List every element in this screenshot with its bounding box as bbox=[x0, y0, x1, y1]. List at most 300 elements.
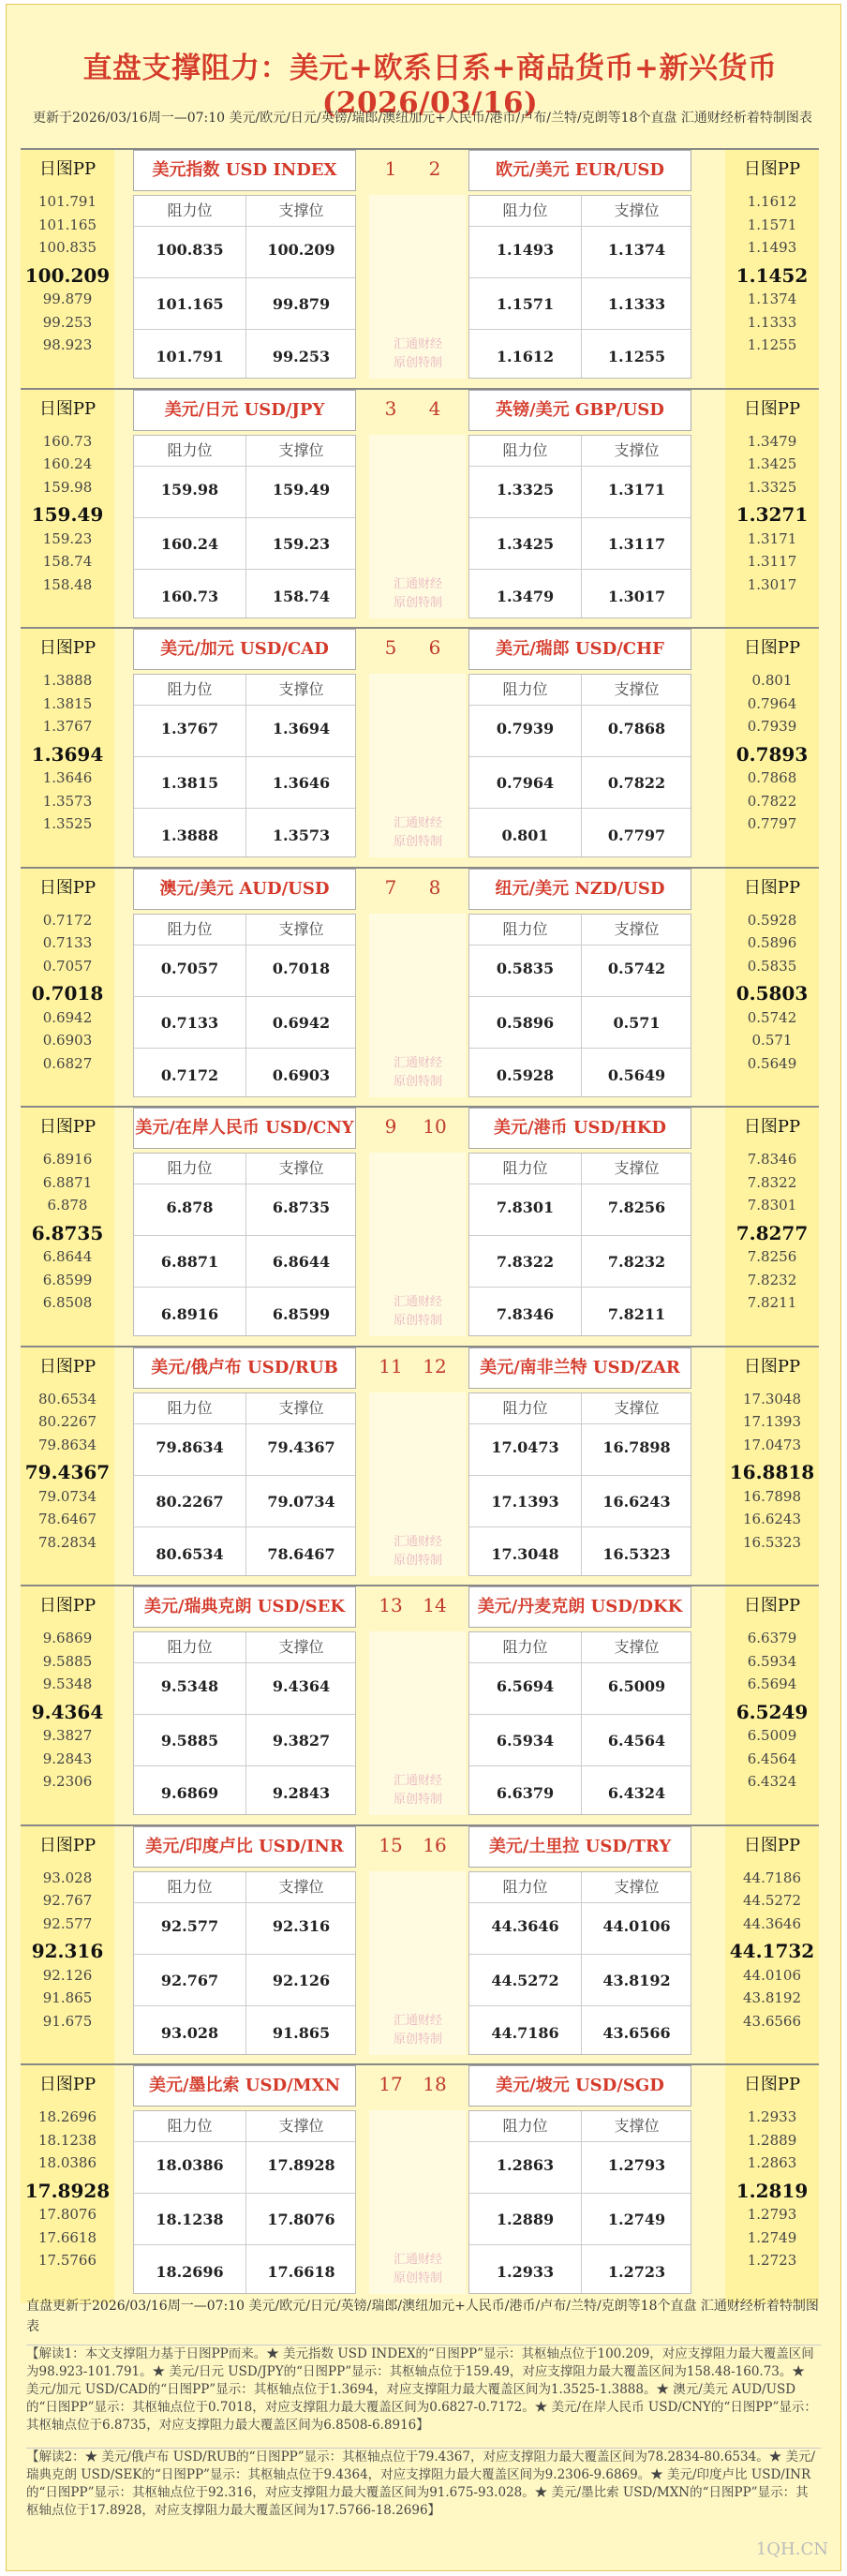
pp-level-value: 93.028 bbox=[42, 1869, 93, 1886]
resistance-value: 7.8346 bbox=[496, 1305, 555, 1323]
pair-number-left: 1 bbox=[384, 157, 397, 180]
pivot-point-value: 79.4367 bbox=[24, 1461, 111, 1483]
pp-level-value: 1.3425 bbox=[747, 455, 797, 472]
table-row-line bbox=[469, 2141, 691, 2142]
pair-number-right: 16 bbox=[423, 1833, 447, 1856]
resistance-header: 阻力位 bbox=[502, 1638, 548, 1656]
pp-level-value: 1.3017 bbox=[747, 575, 797, 593]
support-value: 0.5649 bbox=[607, 1065, 666, 1084]
pair-number-left: 15 bbox=[379, 1833, 403, 1856]
pp-level-value: 80.6534 bbox=[37, 1390, 97, 1407]
levels-table-left bbox=[133, 435, 356, 618]
levels-table-right bbox=[468, 435, 691, 618]
pp-level-value: 92.767 bbox=[42, 1892, 93, 1909]
pivot-point-value: 6.8735 bbox=[31, 1221, 104, 1244]
support-value: 0.6903 bbox=[272, 1065, 331, 1084]
pair-title-left: 美元/瑞典克朗 USD/SEK bbox=[143, 1597, 346, 1616]
resistance-value: 18.1238 bbox=[156, 2211, 224, 2228]
pp-level-value: 6.4324 bbox=[747, 1773, 797, 1790]
pair-title-left: 美元/日元 USD/JPY bbox=[164, 399, 325, 420]
pp-level-value: 158.48 bbox=[42, 575, 93, 593]
table-row-line bbox=[469, 466, 691, 467]
resistance-value: 1.3767 bbox=[160, 720, 219, 737]
pp-level-value: 0.5835 bbox=[747, 957, 797, 975]
pair-title-right: 美元/丹麦克朗 USD/DKK bbox=[477, 1597, 683, 1616]
support-value: 1.3573 bbox=[272, 826, 331, 844]
pp-level-value: 159.23 bbox=[42, 529, 93, 547]
support-value: 9.3827 bbox=[272, 1732, 331, 1750]
support-value: 17.8076 bbox=[267, 2211, 335, 2228]
pp-level-value: 43.8192 bbox=[742, 1989, 802, 2006]
pp-level-value: 0.571 bbox=[751, 1032, 793, 1049]
support-value: 1.1374 bbox=[607, 241, 666, 259]
pair-block bbox=[21, 1585, 819, 1824]
table-row-line bbox=[469, 517, 691, 518]
levels-table-left bbox=[133, 1871, 356, 2055]
support-value: 44.0106 bbox=[602, 1916, 671, 1935]
support-value: 1.3117 bbox=[607, 534, 666, 553]
pivot-point-value: 100.209 bbox=[24, 263, 111, 287]
resistance-value: 1.3325 bbox=[496, 480, 555, 499]
resistance-value: 1.3815 bbox=[160, 774, 219, 792]
levels-table-right bbox=[468, 2110, 691, 2294]
table-row-line bbox=[134, 1954, 355, 1955]
levels-table-right bbox=[468, 1153, 691, 1336]
table-row-line bbox=[469, 2244, 691, 2245]
pivot-point-value: 6.5249 bbox=[736, 1700, 809, 1723]
pp-header-right: 日图PP bbox=[743, 877, 801, 898]
pp-level-value: 7.8211 bbox=[747, 1294, 797, 1311]
pp-level-value: 17.6618 bbox=[37, 2228, 97, 2246]
pp-level-value: 0.5928 bbox=[747, 911, 797, 929]
pair-block bbox=[21, 388, 819, 628]
support-value: 92.316 bbox=[272, 1916, 331, 1935]
support-header: 支撑位 bbox=[614, 919, 660, 938]
pp-level-value: 0.7868 bbox=[747, 769, 797, 786]
pp-level-value: 99.879 bbox=[42, 290, 93, 307]
pp-level-value: 158.74 bbox=[42, 553, 93, 570]
pp-level-value: 6.8916 bbox=[42, 1151, 93, 1168]
pp-level-value: 0.7133 bbox=[42, 934, 93, 951]
pp-level-value: 1.3525 bbox=[42, 815, 93, 832]
pp-level-value: 92.126 bbox=[42, 1966, 93, 1984]
resistance-value: 92.577 bbox=[160, 1916, 219, 1935]
pivot-point-value: 16.8818 bbox=[729, 1461, 815, 1483]
pair-block bbox=[21, 1824, 819, 2064]
levels-table-left bbox=[133, 1153, 356, 1336]
table-row-line bbox=[134, 226, 355, 227]
pp-level-value: 0.6903 bbox=[42, 1032, 93, 1049]
pp-level-value: 100.835 bbox=[37, 239, 97, 256]
pp-header-left: 日图PP bbox=[38, 638, 97, 658]
pp-level-value: 1.1493 bbox=[747, 239, 797, 256]
pp-level-value: 101.165 bbox=[37, 216, 97, 233]
support-header: 支撑位 bbox=[278, 2117, 324, 2135]
resistance-value: 17.1393 bbox=[491, 1492, 559, 1511]
table-row-line bbox=[469, 756, 691, 757]
pp-level-value: 99.253 bbox=[42, 313, 93, 331]
pair-number-right: 4 bbox=[428, 396, 441, 420]
pp-header-left: 日图PP bbox=[38, 159, 97, 179]
pp-level-value: 0.7964 bbox=[747, 694, 797, 712]
support-header: 支撑位 bbox=[614, 1159, 660, 1177]
resistance-value: 6.5694 bbox=[496, 1677, 555, 1695]
support-header: 支撑位 bbox=[614, 1638, 660, 1656]
support-header: 支撑位 bbox=[614, 1877, 660, 1896]
pivot-point-value: 44.1732 bbox=[729, 1940, 815, 1962]
table-row-line bbox=[134, 466, 355, 467]
resistance-header: 阻力位 bbox=[502, 2117, 548, 2135]
resistance-value: 1.1493 bbox=[496, 241, 555, 259]
pp-level-value: 0.6942 bbox=[42, 1008, 93, 1026]
support-value: 100.209 bbox=[267, 241, 335, 259]
support-value: 1.1255 bbox=[607, 348, 666, 365]
table-row-line bbox=[469, 1235, 691, 1236]
pair-title-right: 欧元/美元 EUR/USD bbox=[495, 160, 665, 180]
pp-level-value: 1.2863 bbox=[747, 2154, 797, 2171]
table-row-line bbox=[134, 2193, 355, 2194]
table-row-line bbox=[469, 1902, 691, 1903]
pp-level-value: 79.8634 bbox=[37, 1436, 97, 1453]
pp-level-value: 17.5766 bbox=[37, 2252, 97, 2269]
resistance-value: 0.5928 bbox=[496, 1065, 555, 1084]
support-value: 0.7018 bbox=[272, 959, 331, 977]
resistance-value: 1.2863 bbox=[496, 2156, 555, 2174]
resistance-value: 0.5835 bbox=[496, 959, 555, 977]
pair-title-left: 澳元/美元 AUD/USD bbox=[159, 878, 330, 899]
pp-level-value: 16.5323 bbox=[742, 1533, 802, 1551]
pp-level-value: 6.8871 bbox=[42, 1173, 93, 1191]
pp-level-value: 101.791 bbox=[37, 193, 97, 210]
resistance-value: 6.878 bbox=[166, 1199, 214, 1216]
resistance-header: 阻力位 bbox=[167, 1638, 213, 1656]
pair-number-right: 6 bbox=[428, 636, 441, 659]
pair-block bbox=[21, 2063, 819, 2303]
pp-header-left: 日图PP bbox=[38, 1117, 97, 1137]
table-row-line bbox=[469, 1954, 691, 1955]
resistance-value: 80.6534 bbox=[156, 1544, 224, 1563]
pair-title-left: 美元/在岸人民币 USD/CNY bbox=[135, 1118, 354, 1138]
support-value: 16.7898 bbox=[602, 1437, 671, 1456]
support-value: 1.3171 bbox=[607, 480, 666, 499]
support-value: 0.5742 bbox=[607, 959, 666, 977]
resistance-value: 101.791 bbox=[156, 348, 224, 365]
pp-level-value: 1.3646 bbox=[42, 769, 93, 786]
pp-level-value: 92.577 bbox=[42, 1914, 93, 1932]
pair-number-right: 2 bbox=[428, 157, 441, 180]
pp-level-value: 1.3767 bbox=[42, 718, 93, 735]
pp-level-value: 6.5694 bbox=[747, 1675, 797, 1692]
pp-level-value: 16.7898 bbox=[742, 1487, 802, 1505]
support-value: 7.8232 bbox=[607, 1253, 666, 1271]
support-value: 1.3017 bbox=[607, 587, 666, 605]
support-header: 支撑位 bbox=[614, 201, 660, 219]
support-header: 支撑位 bbox=[278, 1638, 324, 1656]
explanation-1: 【解读1：本文支撑阻力基于日图PP而来。★ 美元指数 USD INDEX的“日图PP”显示：其枢轴点位于100.209，对应支撑阻力最大覆盖区间为98.923-101.791。★ 美元/日元 USD/JPY的“日图PP”显示：其枢轴点位于159.49，对应支撑阻力最大覆盖区间为158.48-160.73。★ 美元/加元 USD/CAD的“日图PP”显示：其枢轴点位于1.3694，对应支撑阻力最大覆盖区间为1.3525-1.3888。★ 澳元/美元 AUD/USD的“日图PP”显示：其枢轴点位于0.7018，对应支撑阻力最大覆盖区间为0.6827-0.7172。★ 美元/在岸人民币 USD/CNY的“日图PP”显示：其枢轴点位于6.8735，对应支撑阻力最大覆盖区间为6.8508-6.8916】 bbox=[26, 2345, 821, 2435]
pp-level-value: 6.5009 bbox=[747, 1727, 797, 1744]
resistance-value: 0.7057 bbox=[160, 959, 219, 977]
table-row-line bbox=[469, 1048, 691, 1049]
resistance-value: 9.6869 bbox=[160, 1784, 219, 1802]
table-row-line bbox=[469, 808, 691, 809]
table-row-line bbox=[469, 996, 691, 997]
pp-level-value: 1.2889 bbox=[747, 2131, 797, 2149]
pp-level-value: 44.7186 bbox=[742, 1869, 802, 1886]
support-header: 支撑位 bbox=[278, 1877, 324, 1896]
pp-level-value: 1.3171 bbox=[747, 529, 797, 547]
table-row-line bbox=[134, 1475, 355, 1476]
support-value: 16.5323 bbox=[602, 1544, 671, 1563]
pp-header-right: 日图PP bbox=[743, 2075, 801, 2094]
pp-level-value: 91.865 bbox=[42, 1989, 93, 2006]
watermark-text: 汇通财经原创特制 bbox=[393, 576, 442, 610]
support-value: 1.2793 bbox=[607, 2156, 666, 2174]
support-value: 0.7868 bbox=[607, 720, 666, 737]
table-row-line bbox=[134, 1765, 355, 1766]
support-header: 支撑位 bbox=[278, 440, 324, 459]
pairs-grid bbox=[21, 148, 819, 2303]
table-row-line bbox=[469, 1287, 691, 1288]
pivot-point-value: 1.2819 bbox=[736, 2179, 809, 2202]
table-row-line bbox=[469, 1526, 691, 1527]
resistance-value: 17.3048 bbox=[491, 1544, 559, 1563]
resistance-value: 1.3888 bbox=[160, 826, 219, 844]
table-row-line bbox=[469, 1662, 691, 1663]
pp-level-value: 7.8301 bbox=[747, 1197, 797, 1214]
pair-number-right: 12 bbox=[423, 1354, 447, 1377]
table-row-line bbox=[469, 1765, 691, 1766]
pp-header-right: 日图PP bbox=[743, 398, 801, 419]
support-value: 159.23 bbox=[272, 534, 331, 553]
support-value: 92.126 bbox=[272, 1971, 331, 1989]
pair-number-left: 11 bbox=[379, 1354, 403, 1377]
table-row-line bbox=[134, 808, 355, 809]
pp-level-value: 1.3117 bbox=[747, 553, 797, 570]
pair-block bbox=[21, 627, 819, 867]
pp-level-value: 9.5885 bbox=[42, 1652, 93, 1670]
pp-level-value: 1.3815 bbox=[42, 694, 93, 712]
pair-title-right: 美元/港币 USD/HKD bbox=[494, 1118, 666, 1138]
pp-header-left: 日图PP bbox=[38, 398, 97, 419]
pp-level-value: 16.6243 bbox=[742, 1511, 802, 1527]
support-value: 99.879 bbox=[272, 295, 331, 313]
pair-title-right: 美元/南非兰特 USD/ZAR bbox=[480, 1357, 680, 1377]
resistance-value: 6.6379 bbox=[496, 1784, 555, 1802]
pair-title-right: 美元/瑞郎 USD/CHF bbox=[496, 639, 664, 659]
pp-level-value: 79.0734 bbox=[37, 1487, 97, 1505]
resistance-header: 阻力位 bbox=[167, 1159, 213, 1177]
pp-level-value: 6.4564 bbox=[747, 1750, 797, 1767]
resistance-value: 0.801 bbox=[501, 826, 549, 844]
pp-level-value: 1.1374 bbox=[747, 290, 797, 307]
levels-table-right bbox=[468, 914, 691, 1097]
pp-level-value: 0.7797 bbox=[747, 815, 797, 832]
table-row-line bbox=[469, 1423, 691, 1424]
table-row-line bbox=[134, 705, 355, 706]
resistance-value: 0.7964 bbox=[496, 774, 555, 792]
support-value: 17.8928 bbox=[267, 2156, 335, 2174]
resistance-header: 阻力位 bbox=[502, 919, 548, 938]
support-value: 9.4364 bbox=[272, 1677, 331, 1695]
resistance-header: 阻力位 bbox=[502, 201, 548, 219]
pp-level-value: 18.0386 bbox=[37, 2154, 97, 2171]
resistance-header: 阻力位 bbox=[502, 1159, 548, 1177]
support-value: 6.8644 bbox=[272, 1253, 331, 1271]
support-value: 78.6467 bbox=[267, 1544, 335, 1563]
pp-level-value: 160.24 bbox=[42, 455, 93, 472]
resistance-value: 44.5272 bbox=[491, 1971, 559, 1989]
pair-title-left: 美元/印度卢比 USD/INR bbox=[145, 1836, 344, 1856]
support-value: 0.6942 bbox=[272, 1013, 331, 1032]
table-row-line bbox=[134, 2244, 355, 2245]
watermark-text: 汇通财经原创特制 bbox=[393, 1055, 442, 1089]
resistance-value: 80.2267 bbox=[156, 1492, 224, 1511]
pair-number-left: 7 bbox=[384, 875, 397, 899]
watermark-text: 汇通财经原创特制 bbox=[393, 2253, 442, 2286]
support-header: 支撑位 bbox=[278, 201, 324, 219]
table-row-line bbox=[134, 1423, 355, 1424]
pp-level-value: 7.8256 bbox=[747, 1248, 797, 1265]
table-row-line bbox=[469, 226, 691, 227]
support-value: 0.7797 bbox=[607, 826, 666, 844]
levels-table-left bbox=[133, 1631, 356, 1815]
resistance-value: 79.8634 bbox=[156, 1437, 224, 1456]
resistance-header: 阻力位 bbox=[167, 1877, 213, 1896]
resistance-value: 7.8322 bbox=[496, 1253, 555, 1271]
resistance-header: 阻力位 bbox=[502, 1398, 548, 1417]
pivot-point-value: 0.7018 bbox=[31, 982, 104, 1005]
watermark-text: 汇通财经原创特制 bbox=[393, 1534, 442, 1568]
resistance-value: 7.8301 bbox=[496, 1199, 555, 1216]
levels-table-right bbox=[468, 195, 691, 379]
resistance-header: 阻力位 bbox=[167, 440, 213, 459]
pivot-point-value: 7.8277 bbox=[736, 1221, 809, 1244]
pp-level-value: 0.7822 bbox=[747, 792, 797, 810]
pair-block bbox=[21, 148, 819, 388]
pivot-point-value: 0.5803 bbox=[736, 982, 809, 1005]
levels-table-right bbox=[468, 1871, 691, 2055]
resistance-header: 阻力位 bbox=[502, 680, 548, 698]
pp-level-value: 6.878 bbox=[47, 1197, 88, 1214]
table-row-line bbox=[134, 1287, 355, 1288]
pp-level-value: 1.3479 bbox=[747, 432, 797, 450]
pp-level-value: 7.8322 bbox=[747, 1173, 797, 1191]
pp-level-value: 9.2843 bbox=[42, 1750, 93, 1767]
pp-level-value: 44.0106 bbox=[742, 1966, 802, 1984]
pp-header-right: 日图PP bbox=[743, 1117, 801, 1137]
resistance-value: 1.3479 bbox=[496, 587, 555, 605]
pp-header-right: 日图PP bbox=[743, 1356, 801, 1377]
pair-title-right: 美元/土里拉 USD/TRY bbox=[488, 1836, 672, 1856]
table-row-line bbox=[134, 996, 355, 997]
pp-header-left: 日图PP bbox=[38, 1356, 97, 1377]
pp-level-value: 160.73 bbox=[42, 432, 93, 450]
support-value: 43.6566 bbox=[602, 2023, 671, 2042]
pair-number-left: 5 bbox=[384, 636, 397, 659]
support-header: 支撑位 bbox=[614, 1398, 660, 1417]
pair-number-right: 14 bbox=[423, 1594, 447, 1616]
pair-block bbox=[21, 867, 819, 1107]
table-row-line bbox=[134, 1662, 355, 1663]
resistance-value: 1.1571 bbox=[496, 295, 555, 313]
pair-title-right: 美元/坡元 USD/SGD bbox=[496, 2076, 664, 2095]
resistance-value: 6.8871 bbox=[160, 1253, 219, 1271]
watermark-text: 汇通财经原创特制 bbox=[393, 2013, 442, 2047]
table-row-line bbox=[469, 277, 691, 278]
pivot-point-value: 92.316 bbox=[31, 1940, 104, 1962]
table-row-line bbox=[134, 569, 355, 570]
pair-title-right: 英镑/美元 GBP/USD bbox=[496, 399, 664, 420]
resistance-header: 阻力位 bbox=[502, 1877, 548, 1896]
levels-table-left bbox=[133, 674, 356, 857]
pivot-point-value: 0.7893 bbox=[736, 742, 809, 766]
table-row-line bbox=[134, 2141, 355, 2142]
support-value: 7.8256 bbox=[607, 1199, 666, 1216]
table-row-line bbox=[469, 569, 691, 570]
resistance-value: 1.2889 bbox=[496, 2211, 555, 2228]
support-value: 1.2749 bbox=[607, 2211, 666, 2228]
table-row-line bbox=[469, 2005, 691, 2006]
resistance-value: 160.24 bbox=[160, 534, 219, 553]
pp-level-value: 98.923 bbox=[42, 336, 93, 353]
resistance-value: 44.7186 bbox=[491, 2023, 559, 2042]
table-row-line bbox=[469, 945, 691, 946]
pair-number-right: 18 bbox=[423, 2073, 447, 2095]
pp-level-value: 0.5742 bbox=[747, 1008, 797, 1026]
pp-level-value: 1.1571 bbox=[747, 216, 797, 233]
pair-title-left: 美元/加元 USD/CAD bbox=[160, 639, 329, 659]
support-header: 支撑位 bbox=[614, 680, 660, 698]
pp-level-value: 0.801 bbox=[751, 672, 793, 689]
pp-level-value: 1.3325 bbox=[747, 478, 797, 496]
table-row-line bbox=[134, 1714, 355, 1715]
table-row-line bbox=[469, 705, 691, 706]
pair-title-left: 美元指数 USD INDEX bbox=[152, 160, 337, 180]
resistance-value: 160.73 bbox=[160, 587, 219, 605]
pair-title-right: 纽元/美元 NZD/USD bbox=[495, 878, 665, 899]
support-value: 158.74 bbox=[272, 587, 331, 605]
pp-level-value: 17.3048 bbox=[742, 1390, 802, 1407]
support-value: 159.49 bbox=[272, 480, 331, 499]
table-row-line bbox=[134, 1902, 355, 1903]
pair-title-left: 美元/墨比索 USD/MXN bbox=[148, 2076, 341, 2095]
pp-level-value: 6.5934 bbox=[747, 1652, 797, 1670]
pp-level-value: 6.8508 bbox=[42, 1294, 93, 1311]
pp-header-right: 日图PP bbox=[743, 159, 801, 179]
pp-level-value: 159.98 bbox=[42, 478, 93, 496]
pp-level-value: 0.7939 bbox=[747, 718, 797, 735]
support-value: 6.8735 bbox=[272, 1199, 331, 1216]
pp-level-value: 1.3573 bbox=[42, 792, 93, 810]
pp-level-value: 43.6566 bbox=[742, 2012, 802, 2030]
support-value: 0.7822 bbox=[607, 774, 666, 792]
table-row-line bbox=[134, 1526, 355, 1527]
update-line: 更新于2026/03/16周一—07:10 美元/欧元/日元/英镑/瑞郎/澳纽加元+人民币/港币/卢布/兰特/克朗等18个直盘 汇通财经析着特制图表 bbox=[33, 111, 812, 126]
pp-level-value: 1.2793 bbox=[747, 2206, 797, 2223]
resistance-header: 阻力位 bbox=[502, 440, 548, 459]
pp-level-value: 1.1333 bbox=[747, 313, 797, 331]
pp-level-value: 1.2723 bbox=[747, 2252, 797, 2269]
resistance-value: 1.2933 bbox=[496, 2263, 555, 2281]
resistance-value: 93.028 bbox=[160, 2023, 219, 2042]
support-value: 0.571 bbox=[613, 1013, 661, 1032]
pp-header-left: 日图PP bbox=[38, 2075, 97, 2094]
pp-level-value: 6.8644 bbox=[42, 1248, 93, 1265]
pair-number-right: 8 bbox=[428, 875, 441, 899]
pp-level-value: 9.3827 bbox=[42, 1727, 93, 1744]
resistance-header: 阻力位 bbox=[167, 1398, 213, 1417]
pivot-point-value: 1.3694 bbox=[31, 742, 104, 766]
